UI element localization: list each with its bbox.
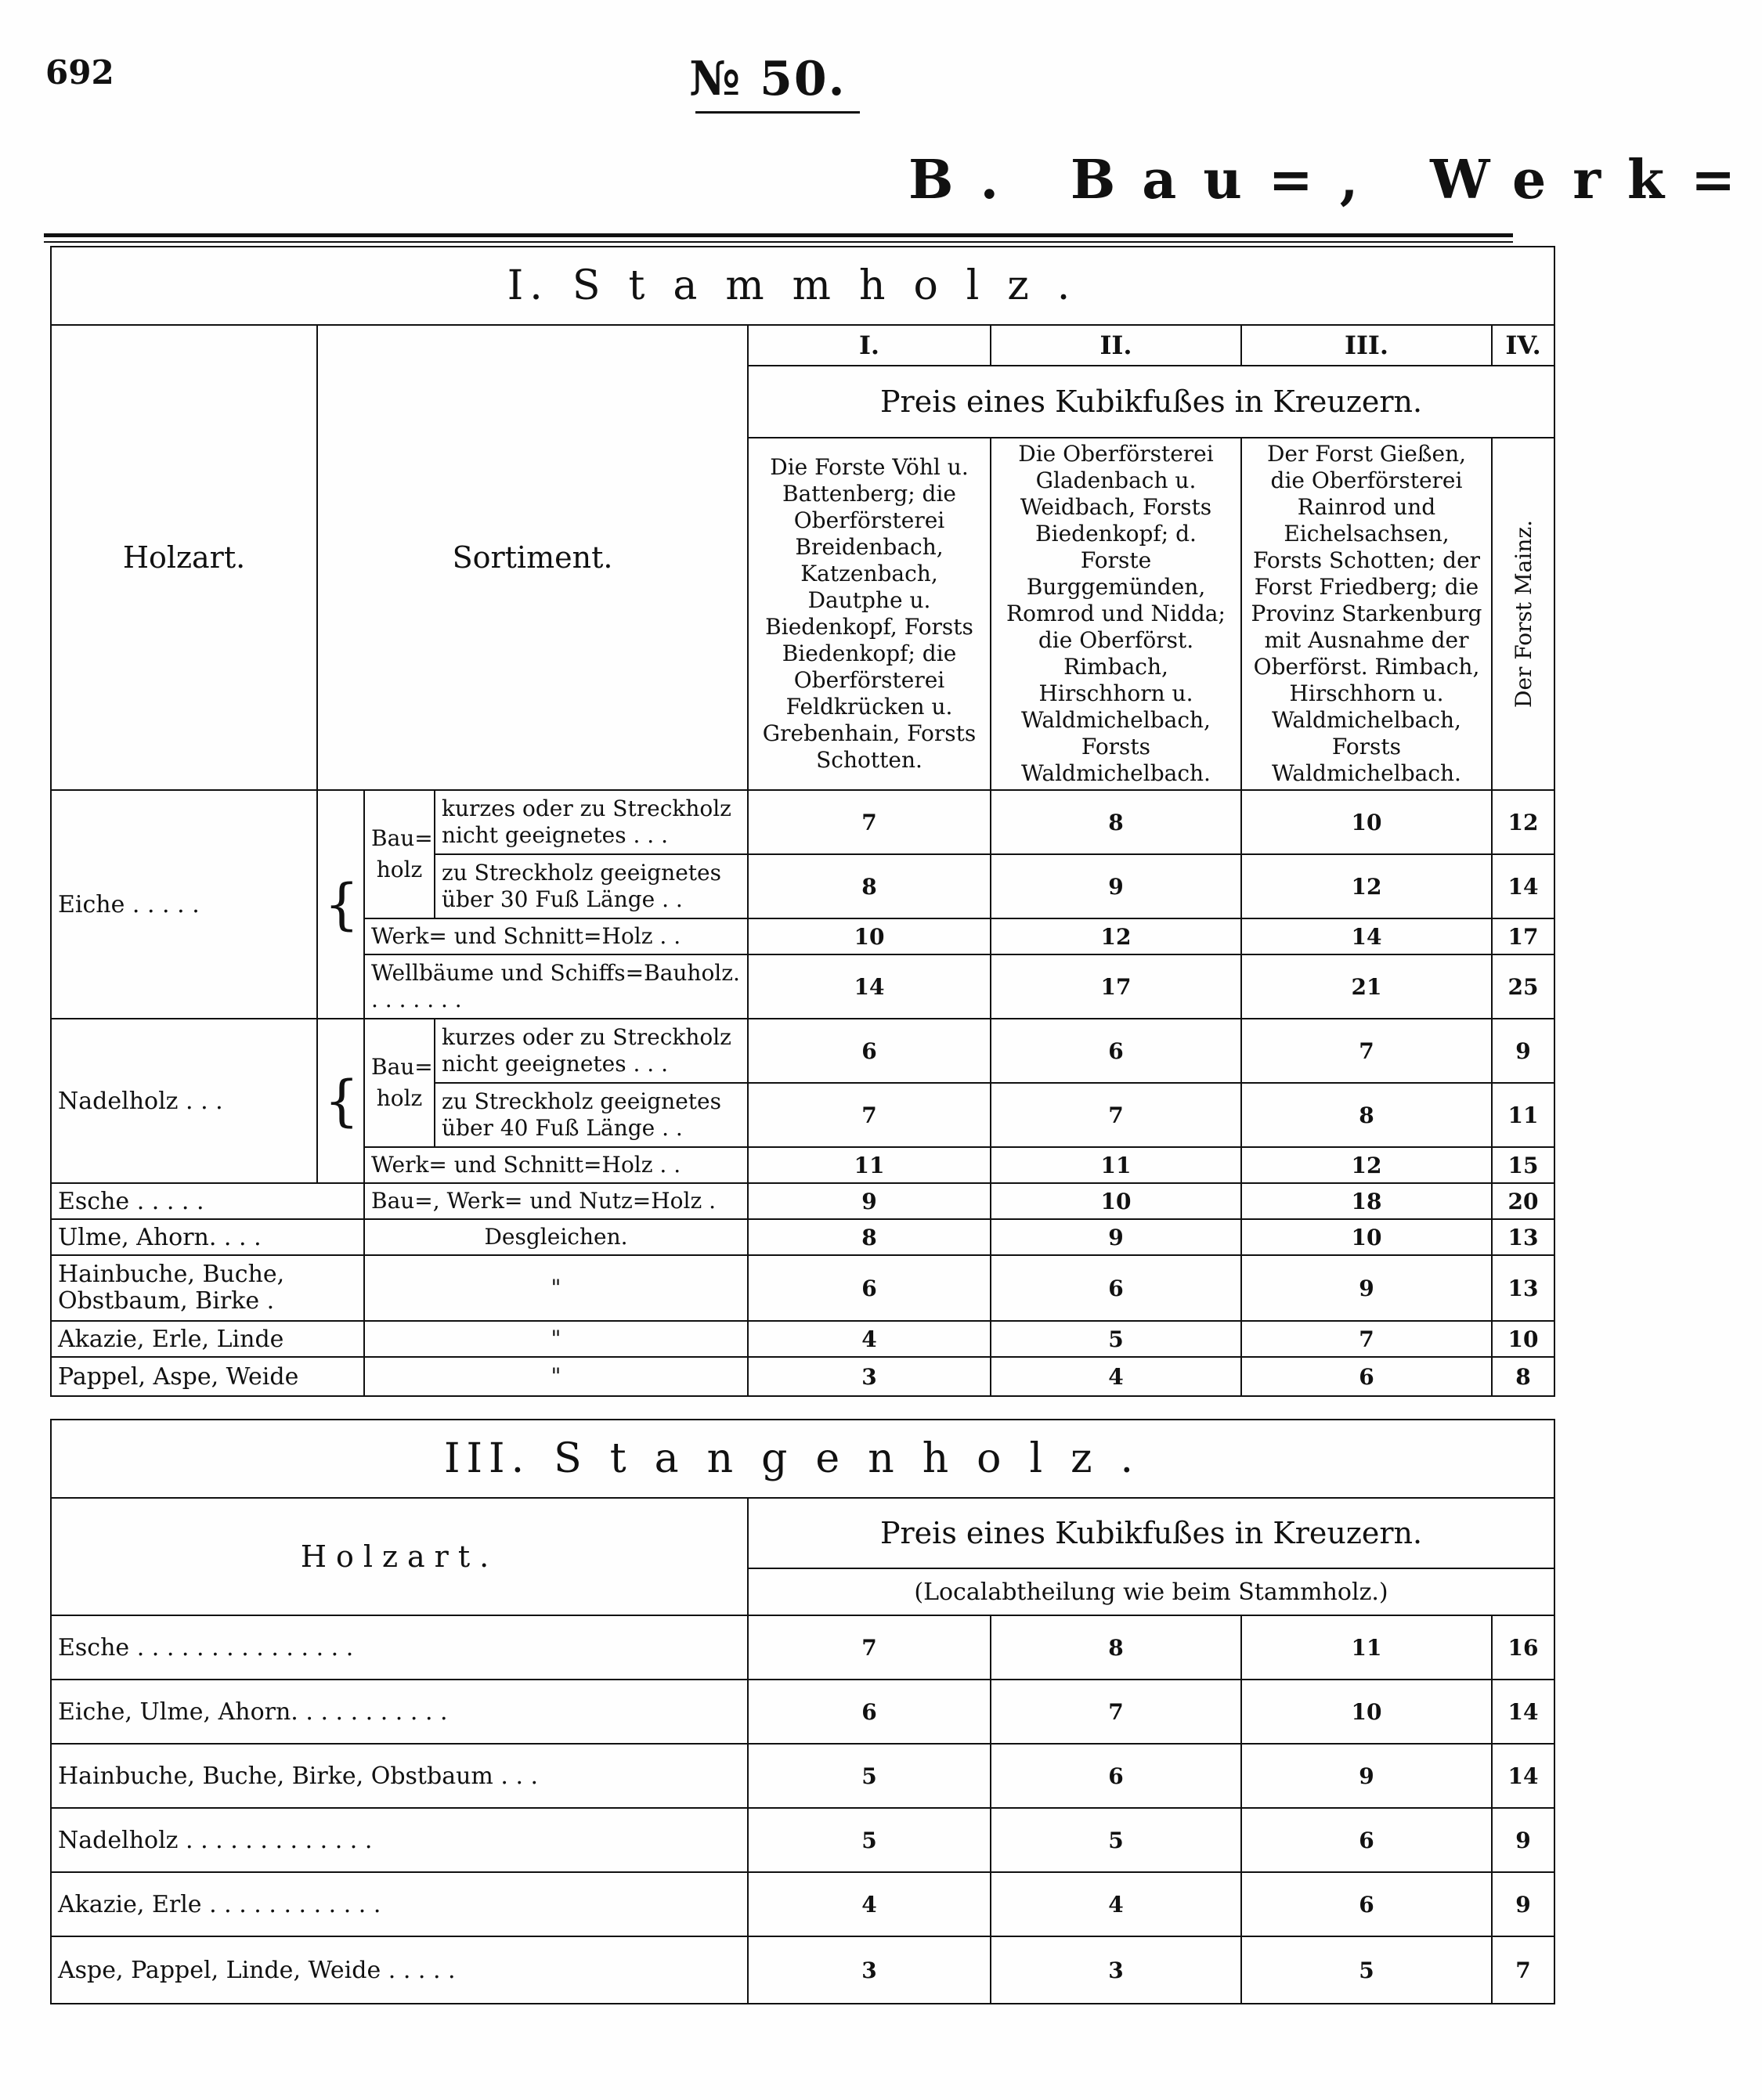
stangen-value-5-1: 4 [748,1872,991,1936]
stangen-value-2-3: 10 [1241,1680,1492,1744]
table-row [51,1219,1554,1255]
other-value-4-2: 5 [991,1321,1241,1357]
eiche-value-1-4: 12 [1492,790,1554,854]
other-sortiment-3: " [364,1255,748,1321]
stangen-holzart-2: Eiche, Ulme, Ahorn. . . . . . . . . . . [51,1680,748,1744]
nadelholz-value-1-2: 6 [991,1019,1241,1083]
table-row [51,1808,1554,1872]
brace-icon: { [317,790,364,1019]
eiche-value-1-1: 7 [748,790,991,854]
eiche-value-3-4: 17 [1492,918,1554,954]
eiche-bauholz-label [364,790,435,918]
eiche-label: Eiche . . . . . [51,790,317,1019]
stangen-value-1-4: 16 [1492,1615,1554,1680]
stangen-value-2-2: 7 [991,1680,1241,1744]
stangen-value-3-1: 5 [748,1744,991,1808]
eiche-value-4-1: 14 [748,954,991,1019]
stangen-value-6-3: 5 [1241,1936,1492,2004]
stangenholz-sub-header: (Localabtheilung wie beim Stammholz.) [748,1568,1554,1615]
nadelholz-value-1-4: 9 [1492,1019,1554,1083]
nadelholz-value-3-1: 11 [748,1147,991,1183]
stangen-value-5-2: 4 [991,1872,1241,1936]
class-number-2: II. [991,325,1241,366]
stangenholz-title-row [51,1420,1554,1498]
header-sortiment: Sortiment. [317,325,748,790]
other-value-1-3: 18 [1241,1183,1492,1219]
stangenholz-price-header: Preis eines Kubikfußes in Kreuzern. [748,1498,1554,1568]
class-description-3: Der Forst Gießen, die Oberförsterei Rainrod und Eichelsachsen, Forsts Schotten; der Forst Friedberg; die Provinz Starkenburg mit Ausnahme der Oberförst. Rimbach, Hirschhorn u. Waldmichelbach, Forsts Waldmichelbach. [1241,438,1492,790]
other-holzart-5: Pappel, Aspe, Weide [51,1357,364,1396]
nadelholz-sortiment-2: zu Streckholz geeignetes über 40 Fuß Länge . . [435,1083,748,1147]
other-value-3-3: 9 [1241,1255,1492,1321]
eiche-value-3-2: 12 [991,918,1241,954]
other-value-1-1: 9 [748,1183,991,1219]
eiche-sortiment-4: Wellbäume und Schiffs=Bauholz. . . . . . . . [364,954,748,1019]
other-sortiment-2: Desgleichen. [364,1219,748,1255]
other-value-1-2: 10 [991,1183,1241,1219]
nadelholz-bauholz-top: Bau= [371,1054,433,1080]
stammholz-table [50,246,1555,1397]
table-row [51,1321,1554,1357]
nadelholz-bauholz-label [364,1019,435,1147]
stangen-value-3-3: 9 [1241,1744,1492,1808]
stammholz-title [51,247,1554,325]
other-value-2-4: 13 [1492,1219,1554,1255]
brace-icon: { [317,1019,364,1183]
eiche-sortiment-2: zu Streckholz geeignetes über 30 Fuß Länge . . [435,854,748,918]
nadelholz-bauholz-bottom: holz [376,1085,423,1111]
stangen-value-1-3: 11 [1241,1615,1492,1680]
nadelholz-sortiment-1: kurzes oder zu Streckholz nicht geeignetes . . . [435,1019,748,1083]
stangen-value-5-4: 9 [1492,1872,1554,1936]
nadelholz-value-3-4: 15 [1492,1147,1554,1183]
eiche-bauholz-bottom: holz [376,857,423,882]
document-number: № 50. [689,52,847,106]
stangen-value-6-2: 3 [991,1936,1241,2004]
stangen-value-3-2: 6 [991,1744,1241,1808]
eiche-value-3-3: 14 [1241,918,1492,954]
stangen-value-3-4: 14 [1492,1744,1554,1808]
other-holzart-4: Akazie, Erle, Linde [51,1321,364,1357]
frame-top-rule [44,233,1513,237]
other-holzart-1: Esche . . . . . [51,1183,364,1219]
other-value-2-2: 9 [991,1219,1241,1255]
stangenholz-header-holzart: Holzart. [51,1498,748,1615]
nadelholz-value-1-1: 6 [748,1019,991,1083]
class-number-1: I. [748,325,991,366]
other-value-4-1: 4 [748,1321,991,1357]
other-value-5-1: 3 [748,1357,991,1396]
eiche-value-1-2: 8 [991,790,1241,854]
class-description-4-cell [1492,438,1554,790]
stangen-holzart-4: Nadelholz . . . . . . . . . . . . . [51,1808,748,1872]
eiche-bauholz-top: Bau= [371,825,433,851]
stangenholz-price-row [51,1498,1554,1568]
table-row [51,1183,1554,1219]
stangen-holzart-6: Aspe, Pappel, Linde, Weide . . . . . [51,1936,748,2004]
stangen-value-4-2: 5 [991,1808,1241,1872]
eiche-value-4-3: 21 [1241,954,1492,1019]
table-row [51,1255,1554,1321]
stangen-value-4-1: 5 [748,1808,991,1872]
other-value-5-2: 4 [991,1357,1241,1396]
stangenholz-title [51,1420,1554,1498]
table-row [51,1019,1554,1083]
table-row [51,1615,1554,1680]
page-number: 692 [45,53,114,92]
frame-top-rule-thin [44,241,1513,243]
class-description-4: Der Forst Mainz. [1510,520,1536,708]
stangen-holzart-1: Esche . . . . . . . . . . . . . . . [51,1615,748,1680]
document-number-underline [695,111,860,114]
stangen-value-2-4: 14 [1492,1680,1554,1744]
eiche-value-1-3: 10 [1241,790,1492,854]
stangen-value-2-1: 6 [748,1680,991,1744]
other-value-3-1: 6 [748,1255,991,1321]
eiche-sortiment-1: kurzes oder zu Streckholz nicht geeignetes . . . [435,790,748,854]
stangen-value-1-2: 8 [991,1615,1241,1680]
stangen-value-6-4: 7 [1492,1936,1554,2004]
eiche-value-2-1: 8 [748,854,991,918]
table-row [51,1872,1554,1936]
nadelholz-value-3-2: 11 [991,1147,1241,1183]
nadelholz-value-2-2: 7 [991,1083,1241,1147]
eiche-value-4-4: 25 [1492,954,1554,1019]
stammholz-title-row [51,247,1554,325]
stangen-holzart-5: Akazie, Erle . . . . . . . . . . . . [51,1872,748,1936]
other-holzart-3: Hainbuche, Buche, Obstbaum, Birke . [51,1255,364,1321]
other-sortiment-4: " [364,1321,748,1357]
stangenholz-title-roman: III. [443,1435,531,1482]
eiche-value-2-2: 9 [991,854,1241,918]
stangenholz-table [50,1419,1555,2004]
eiche-value-2-4: 14 [1492,854,1554,918]
stangen-value-4-3: 6 [1241,1808,1492,1872]
header-holzart: Holzart. [51,325,317,790]
nadelholz-value-3-3: 12 [1241,1147,1492,1183]
eiche-value-2-3: 12 [1241,854,1492,918]
stangen-holzart-3: Hainbuche, Buche, Birke, Obstbaum . . . [51,1744,748,1808]
other-sortiment-5: " [364,1357,748,1396]
other-sortiment-1: Bau=, Werk= und Nutz=Holz . [364,1183,748,1219]
nadelholz-value-1-3: 7 [1241,1019,1492,1083]
stangen-value-5-3: 6 [1241,1872,1492,1936]
table-row [51,1680,1554,1744]
eiche-value-4-2: 17 [991,954,1241,1019]
eiche-value-3-1: 10 [748,918,991,954]
other-value-5-4: 8 [1492,1357,1554,1396]
class-number-3: III. [1241,325,1492,366]
table-row [51,1936,1554,2004]
other-value-2-3: 10 [1241,1219,1492,1255]
eiche-sortiment-3: Werk= und Schnitt=Holz . . [364,918,748,954]
class-number-row [51,325,1554,366]
stammholz-title-word: Stammholz. [572,262,1099,309]
other-holzart-2: Ulme, Ahorn. . . . [51,1219,364,1255]
class-number-4: IV. [1492,325,1554,366]
class-description-1: Die Forste Vöhl u. Battenberg; die Oberförsterei Breidenbach, Katzenbach, Dautphe u. Biedenkopf, Forsts Biedenkopf; die Oberförsterei Feldkrücken u. Grebenhain, Forsts Schotten. [748,438,991,790]
nadelholz-value-2-4: 11 [1492,1083,1554,1147]
class-description-2: Die Oberförsterei Gladenbach u. Weidbach, Forsts Biedenkopf; d. Forste Burggemünden, Romrod und Nidda; die Oberförst. Rimbach, Hirschhorn u. Waldmichelbach, Forsts Waldmichelbach. [991,438,1241,790]
section-heading: B. Bau=, Werk= [908,149,1762,211]
other-value-4-4: 10 [1492,1321,1554,1357]
other-value-4-3: 7 [1241,1321,1492,1357]
nadelholz-label: Nadelholz . . . [51,1019,317,1183]
stammholz-title-roman: I. [507,262,549,309]
table-row [51,1357,1554,1396]
stangenholz-title-word: Stangenholz. [554,1435,1162,1482]
nadelholz-value-2-3: 8 [1241,1083,1492,1147]
other-value-3-4: 13 [1492,1255,1554,1321]
nadelholz-sortiment-3: Werk= und Schnitt=Holz . . [364,1147,748,1183]
other-value-5-3: 6 [1241,1357,1492,1396]
table-row [51,1744,1554,1808]
stangen-value-1-1: 7 [748,1615,991,1680]
stangen-value-4-4: 9 [1492,1808,1554,1872]
other-value-3-2: 6 [991,1255,1241,1321]
stangen-value-6-1: 3 [748,1936,991,2004]
price-header: Preis eines Kubikfußes in Kreuzern. [748,366,1554,438]
nadelholz-value-2-1: 7 [748,1083,991,1147]
other-value-1-4: 20 [1492,1183,1554,1219]
other-value-2-1: 8 [748,1219,991,1255]
table-row [51,790,1554,854]
